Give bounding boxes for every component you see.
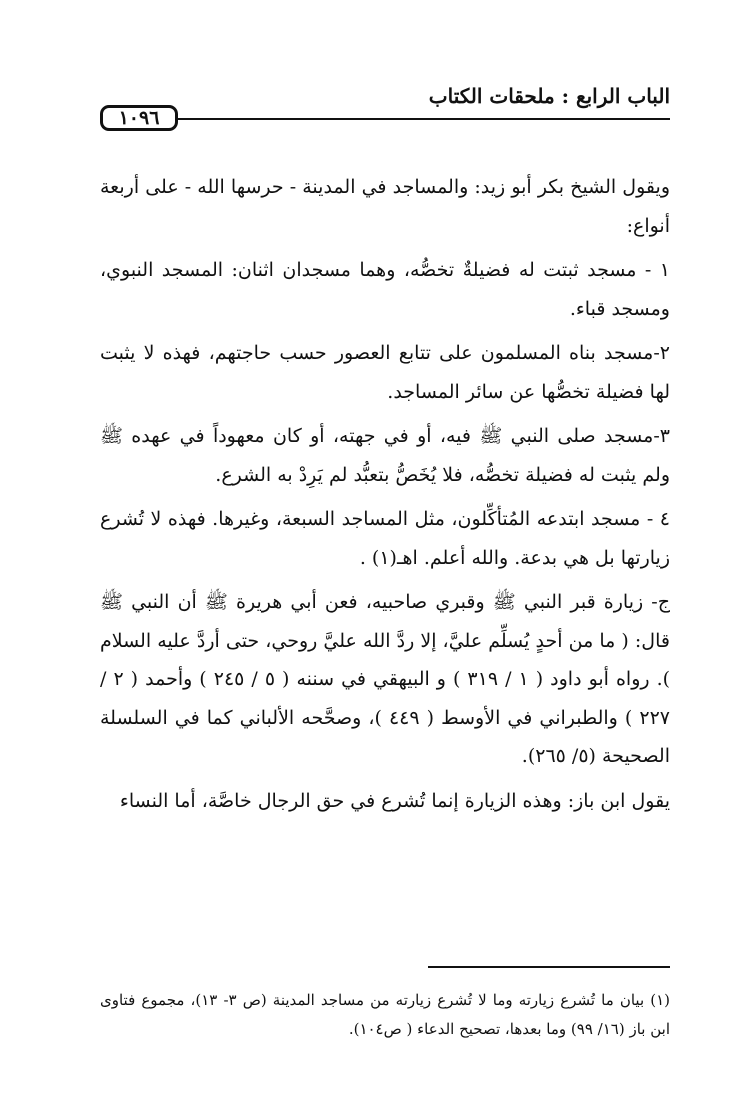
paragraph: يقول ابن باز: وهذه الزيارة إنما تُشرع في حق الرجال خاصَّة، أما النساء [119, 789, 670, 812]
paragraph: ٤ - مسجد ابتدعه المُتأكِّلون، مثل المساجد السبعة، وغيرها. فهذه لا تُشرع زيارتها بل هي بدعة. والله أعلم. اهـ(١) . [100, 508, 670, 569]
paragraph: ١ - مسجد ثبتت له فضيلةٌ تخصُّه، وهما مسجدان اثنان: المسجد النبوي، ومسجد قباء. [100, 259, 670, 320]
paragraph: ويقول الشيخ بكر أبو زيد: والمساجد في المدينة - حرسها الله - على أربعة أنواع: [100, 176, 670, 237]
header-rule [100, 118, 670, 120]
page-number: ١٠٩٦ [100, 105, 178, 131]
footnotes [100, 986, 670, 1044]
paragraph: ج- زيارة قبر النبي ﷺ وقبري صاحبيه، فعن أبي هريرة ﷺ أن النبي ﷺ قال: ( ما من أحدٍ يُسلِّم عليَّ، إلا ردَّ الله عليَّ روحي، حتى أردَّ عليه السلام ). رواه أبو داود ( ١ / ٣١٩ ) و البيهقي في سننه ( ٥ / ٢٤٥ ) وأحمد ( ٢ / ٢٢٧ ) والطبراني في الأوسط ( ٤٤٩ )، وصحَّحه الألباني كما في السلسلة الصحيحة (٥/ ٢٦٥). [100, 591, 671, 767]
paragraph: ٢-مسجد بناه المسلمون على تتابع العصور حسب حاجتهم، فهذه لا يثبت لها فضيلة تخصُّها عن سائر المساجد. [100, 342, 670, 403]
paragraph: ٣-مسجد صلى النبي ﷺ فيه، أو في جهته، أو كان معهوداً في عهده ﷺ ولم يثبت له فضيلة تخصُّه، فلا يُخَصُّ بتعبُّد لم يَرِدْ به الشرع. [100, 425, 670, 486]
footnote-separator [428, 966, 670, 968]
page-header [100, 84, 670, 144]
body-text [100, 168, 670, 826]
running-title: الباب الرابع : ملحقات الكتاب [428, 84, 670, 108]
footnote: (١) بيان ما تُشرع زيارته وما لا تُشرع زيارته من مساجد المدينة (ص ٣- ١٣)، مجموع فتاوى ابن باز (١٦/ ٩٩) وما بعدها، تصحيح الدعاء ( ص١٠٤). [100, 991, 670, 1038]
